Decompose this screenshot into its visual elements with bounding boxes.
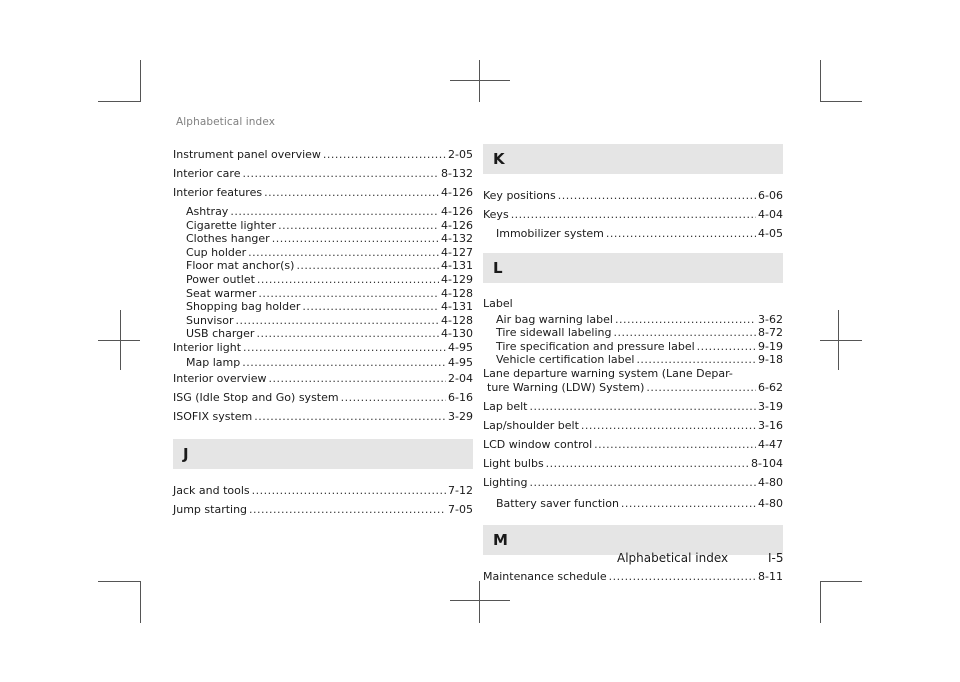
index-entry[interactable]: Interior light ..... 4-95 xyxy=(173,341,473,355)
index-subentry[interactable]: Clothes hanger ..... 4-132 xyxy=(173,232,473,246)
index-subentry[interactable]: Ashtray ..... 4-126 xyxy=(173,205,473,219)
index-entry[interactable]: Keys ..... 4-04 xyxy=(483,207,783,223)
index-subentry[interactable]: USB charger ..... 4-130 xyxy=(173,327,473,341)
index-subentry[interactable]: Floor mat anchor(s) ..... 4-131 xyxy=(173,259,473,273)
section-header-j: J xyxy=(173,439,473,469)
page-number: I-5 xyxy=(768,551,784,565)
index-entry[interactable]: Lap/shoulder belt ..... 3-16 xyxy=(483,418,783,434)
index-subentry[interactable]: Immobilizer system ..... 4-05 xyxy=(483,227,783,241)
index-entry[interactable]: Lighting ..... 4-80 xyxy=(483,475,783,491)
index-entry[interactable]: ISOFIX system ..... 3-29 xyxy=(173,409,473,425)
index-subentry[interactable]: Air bag warning label ..... 3-62 xyxy=(483,313,783,327)
index-subentry[interactable]: Map lamp ..... 4-95 xyxy=(173,355,473,370)
index-column-left xyxy=(173,144,473,521)
index-entry[interactable]: LCD window control ..... 4-47 xyxy=(483,437,783,453)
index-entry[interactable]: Label xyxy=(483,296,513,310)
index-subentry[interactable]: Cigarette lighter ..... 4-126 xyxy=(173,219,473,233)
index-subentry[interactable]: Seat warmer ..... 4-128 xyxy=(173,287,473,301)
index-entry[interactable]: Interior features ..... 4-126 xyxy=(173,185,473,201)
index-entry[interactable]: Instrument panel overview ..... 2-05 xyxy=(173,147,473,163)
index-entry[interactable]: Lane departure warning system (Lane Depar- ture Warning (LDW) System) ..... 6-62 xyxy=(483,367,783,395)
index-subentry[interactable]: Vehicle certification label ..... 9-18 xyxy=(483,353,783,367)
index-subentry[interactable]: Shopping bag holder ..... 4-131 xyxy=(173,300,473,314)
section-header-l: L xyxy=(483,253,783,283)
index-subentry[interactable]: Power outlet ..... 4-129 xyxy=(173,273,473,287)
index-subentry[interactable]: Tire sidewall labeling ..... 8-72 xyxy=(483,326,783,340)
index-entry[interactable]: Lap belt ..... 3-19 xyxy=(483,399,783,415)
index-subentry[interactable]: Tire specification and pressure label ..... 9-19 xyxy=(483,340,783,354)
index-subentry[interactable]: Sunvisor ..... 4-128 xyxy=(173,314,473,328)
running-header: Alphabetical index xyxy=(176,116,276,128)
index-entry[interactable]: Jack and tools ..... 7-12 xyxy=(173,483,473,499)
index-entry[interactable]: Interior care ..... 8-132 xyxy=(173,166,473,182)
index-entry[interactable]: Maintenance schedule ..... 8-11 xyxy=(483,569,783,585)
section-header-k: K xyxy=(483,144,783,174)
index-entry[interactable]: Jump starting ..... 7-05 xyxy=(173,502,473,518)
index-column-right xyxy=(483,144,783,588)
section-header-m: M xyxy=(483,525,783,555)
index-entry[interactable]: Key positions ..... 6-06 xyxy=(483,188,783,204)
footer-section-title: Alphabetical index xyxy=(617,551,729,565)
index-entry[interactable]: Light bulbs ..... 8-104 xyxy=(483,456,783,472)
index-subentry[interactable]: Battery saver function ..... 4-80 xyxy=(483,497,783,511)
index-entry[interactable]: Interior overview ..... 2-04 xyxy=(173,371,473,387)
index-entry[interactable]: ISG (Idle Stop and Go) system ..... 6-16 xyxy=(173,390,473,406)
index-subentry[interactable]: Cup holder ..... 4-127 xyxy=(173,246,473,260)
